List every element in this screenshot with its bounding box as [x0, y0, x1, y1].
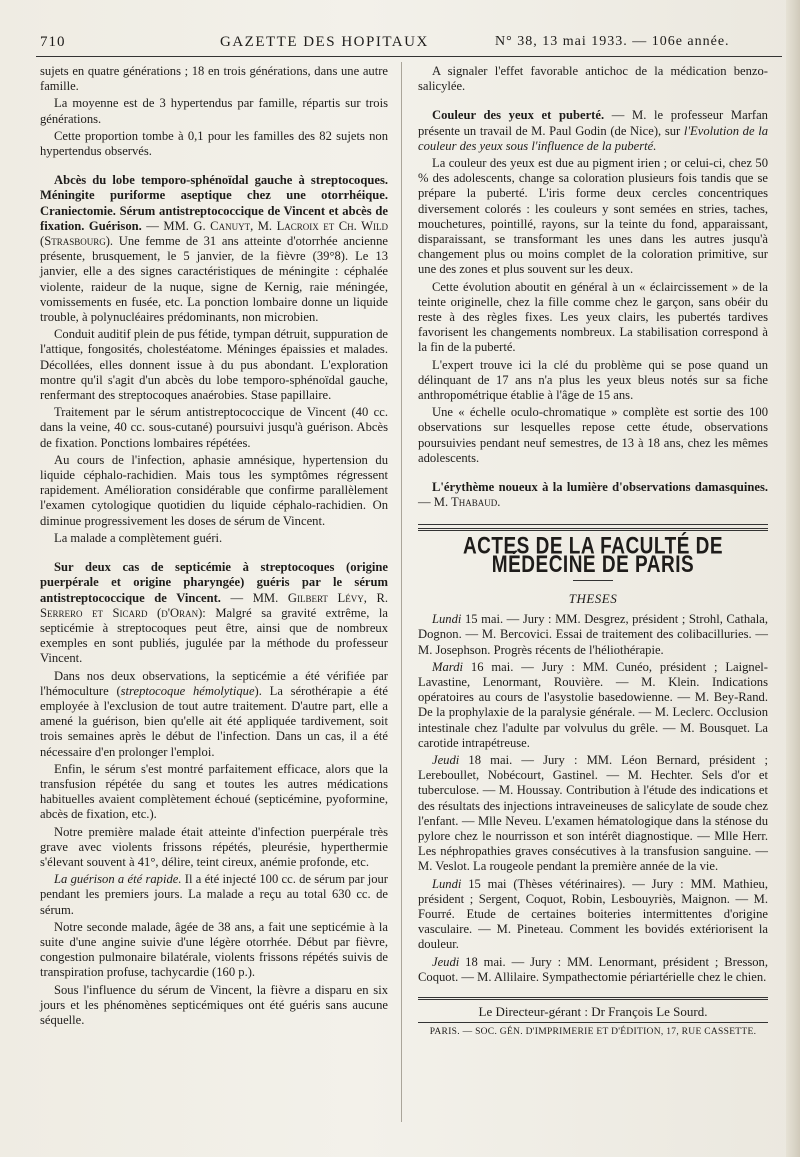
paragraph: Une « échelle oculo-chromatique » complète est sortie des 100 observations sur lesquelles repose cette étude, observations poursuivies pendant neuf semestres, de 13 à 18 ans, chez les mêmes adolescents. — [418, 405, 768, 465]
issue-info: N° 38, 13 mai 1933. — 106e année. — [495, 34, 730, 49]
page-edge-shadow — [786, 0, 800, 1157]
journal-title: GAZETTE DES HOPITAUX — [220, 34, 429, 50]
article-title: L'érythème noueux à la lumière d'observations damasquines. — [432, 480, 768, 495]
day-label: Jeudi — [432, 954, 460, 969]
article-authors: — M. le professeur Marfan présente un travail de M. Paul Godin (de Nice), sur — [418, 108, 768, 138]
entry-text: 15 mai (Thèses vétérinaires). — Jury : MM. Mathieu, président ; Sergent, Coquot, Robin, Lesbouyriès, Maignon. — M. Fourré. Etude de certaines boiteries intermittentes d'origine vasculaire. — M. Pineteau. Comment les bovidés extériorisent la douleur. — [418, 876, 768, 952]
article-title: Couleur des yeux et puberté. — [432, 108, 605, 123]
article-authors: — M. Thabaud. — [418, 495, 501, 510]
entry-text: 18 mai. — Jury : MM. Lenormant, président ; Bresson, Coquot. — M. Allilaire. Sympathectomie périartérielle chez le chien. — [418, 954, 768, 984]
article-erytheme — [418, 480, 768, 510]
footer-rule-thin — [418, 1022, 768, 1023]
paragraph: L'expert trouve ici la clé du problème qui se pose quand un délinquant de 17 ans n'a plus les yeux bleus notés sur sa fiche anthropométrique établie à l'âge de 15 ans. — [418, 357, 768, 403]
paragraph — [40, 872, 388, 918]
article-title: Sur deux cas de septicémie à streptocoques (origine puerpérale et origine pharyngée) guéris par le sérum antistreptococcique de Vincent. — [40, 560, 388, 605]
paragraph: Au cours de l'infection, aphasie amnésique, hypertension du liquide céphalo-rachidien. Mais tous les symptômes régressent rapidement. Amélioration considérable que confirme parallèlement l'examen cytologique quotidien du liquide céphalo-rachidien. On diminue progressivement les doses de sérum de Vincent. — [40, 452, 388, 528]
paragraph: Traitement par le sérum antistreptococcique de Vincent (40 cc. dans la veine, 40 cc. sous-cutané) poursuivi jusqu'à guérison. Abcès de fixation. Ponctions lombaires répétées. — [40, 405, 388, 450]
text-run: ). La sérothérapie a été employée à l'exclusion de tout autre traitement. D'autre part, elle a amené la guérison, bien qu'elle ait été appliquée tardivement, soit trois semaines après le début de l'infection. Dans un cas, il a été nécessaire d'en prolonger l'emploi. — [40, 683, 388, 759]
article-authors: — MM. Gilbert Lévy, R. Serrero et Sicard (d'Oran): — [40, 590, 388, 620]
paragraph: La moyenne est de 3 hypertendus par famille, répartis sur trois générations. — [40, 96, 388, 126]
page-header — [40, 34, 782, 58]
column-divider — [401, 62, 402, 1122]
paragraph: La malade a complètement guéri. — [54, 530, 223, 545]
right-column — [418, 64, 768, 1040]
entry-text: 18 mai. — Jury : MM. Léon Bernard, président ; Lereboullet, Nobécourt, Gastinel. — M. Hechter. Sels d'or et tuberculose. — M. Houssay. Contribution à l'étude des indications et des résultats des injections intraveineuses de salicylate de soude chez l'enfant. — Mlle Neveu. L'examen hématologique dans la sténose du pylore chez le nourrisson et son intérêt diagnostique. — Mlle Herr. Les néphropathies graves consécutives à la transfusion sanguine. — M. Veslot. La rougeole pendant la première année de la vie. — [418, 752, 768, 874]
paragraph: Enfin, le sérum s'est montré parfaitement efficace, alors que la transfusion répétée du sang et toutes les autres médications habituelles avaient complètement échoué (septicémine, pyoformine, abcès de fixation, etc.). — [40, 761, 388, 822]
director-signature: Le Directeur-gérant : Dr François Le Sourd. — [478, 1003, 708, 1019]
article-text: Malgré sa gravité extrême, la septicémie à streptocoques peut être, ainsi que de nombreux exemples en sont publiés, jugulée par la méthode du professeur Vincent. — [40, 605, 388, 666]
article-couleur-yeux — [418, 108, 768, 154]
paragraph: sujets en quatre générations ; 18 en trois générations, dans une autre famille. — [40, 64, 388, 94]
paragraph: Notre première malade était atteinte d'infection puerpérale très grave avec violents frissons répétés, pleurésie, hyperthermie s'élevant souvent à 41°, délire, teint cireux, anémie profonde, etc. — [40, 824, 388, 869]
paragraph: Notre seconde malade, âgée de 38 ans, a fait une septicémie à la suite d'une angine suivie d'une légère otorrhée. Début par fièvre, congestion pulmonaire bilatérale, violents frissons répétés suivis de transpiration profuse, tachycardie (160 p.). — [40, 919, 388, 980]
paragraph: Cette évolution aboutit en général à un « éclaircissement » de la teinte originelle, chez la fille comme chez le garçon, sans obéir du reste à des règles fixes. Les yeux clairs, les pubertés tardives favorisent les changements nombreux. La stabilisation correspond à la fin de la puberté. — [418, 279, 768, 355]
paragraph: Conduit auditif plein de pus fétide, tympan détruit, suppuration de l'attique, fongosités, cholestéatome. Méninges épaissies et malades. Décollées, elles donnent issue à du pus abondant. L'exploration montre qu'il s'agit d'un abcès du lobe temporo-sphénoïdal gauche, renfermant des streptocoques anaérobies. Stase papillaire. — [40, 327, 388, 403]
text-run: Il a été injecté 100 cc. de sérum par jour pendant les premiers jours. La malade a reçu au total 630 cc. de sérum. — [40, 872, 388, 917]
footer-rule — [418, 997, 768, 1000]
these-entry — [418, 612, 768, 658]
work-title: l'Evolution de la couleur des yeux sous l'influence de la puberté. — [418, 123, 768, 153]
article-septicemie — [40, 560, 388, 666]
these-entry — [418, 877, 768, 953]
paragraph: A signaler l'effet favorable antichoc de la médication benzo-salicylée. — [418, 64, 768, 94]
printer-line: PARIS. — SOC. GÉN. D'IMPRIMERIE ET D'ÉDITION, 17, RUE CASSETTE. — [429, 1027, 757, 1038]
article-authors: — MM. G. Canuyt, M. Lacroix et Ch. Wild (Strasbourg). — [40, 218, 388, 249]
entry-text: 16 mai. — Jury : MM. Cunéo, président ; Laignel-Lavastine, Lenormant, Rouvière. — M. Klein. Indications opératoires au cours de l'asystolie basedowienne. — M. Bey-Rand. De la prophylaxie de la paralysie générale. — M. Leclerc. Occlusion intestinale chez l'adulte par volvulus du grêle. — M. Bousquet. La carotide intrapétreuse. — [418, 659, 768, 750]
these-entry — [418, 753, 768, 875]
section-rule — [418, 524, 768, 525]
article-text: Une femme de 31 ans atteinte d'otorrhée ancienne présente, brusquement, le 5 janvier, de la fièvre (39°8). Le 13 janvier, elle a des signes caractéristiques de méningite : céphalée violente, raideur de la nuque, signe de Kernig, raie méningée, vomissements en fusée, etc. La ponction lombaire donne un liquide trouble, à polynucléaires prédominants, non microbien. — [40, 234, 388, 325]
text-run: Dans nos deux observations, la septicémie a été vérifiée par l'hémoculture ( — [40, 668, 388, 698]
paragraph: Sous l'influence du sérum de Vincent, la fièvre a disparu en six jours et les phénomènes septicémiques ont été guéris sans aucune séquelle. — [40, 982, 388, 1027]
section-rule-double — [418, 528, 768, 531]
day-label: Jeudi — [432, 752, 460, 767]
article-abces — [40, 173, 388, 325]
left-column — [40, 64, 388, 1030]
section-title: ACTES DE LA FACULTÉ DE MÉDECINE DE PARIS — [462, 533, 724, 580]
italic-run: La guérison a été rapide. — [54, 872, 182, 887]
theses-list — [418, 612, 768, 985]
these-entry — [418, 660, 768, 751]
paragraph — [40, 669, 388, 760]
paragraph: La couleur des yeux est due au pigment irien ; or celui-ci, chez 50 % des adolescents, change sa coloration plusieurs fois tandis que se prépare la puberté. L'iris forme deux cercles concentriques diversement colorés : les couleurs y sont semées en stries, taches, mouchetures, pointillé, rayons, sur la teinte du fond, apparaissant, disparaissant, se transformant les unes dans les autres jusqu'à changement plus ou moins complet de la coloration primitive, sur une des zones et plus souvent sur les deux. — [418, 156, 768, 277]
header-rule — [36, 56, 782, 57]
paragraph: Cette proportion tombe à 0,1 pour les familles des 82 sujets non hypertendus observés. — [40, 128, 388, 159]
entry-text: 15 mai. — Jury : MM. Desgrez, président ; Strohl, Cathala, Dognon. — M. Bercovici. Essai de traitement des colibacilluries. — M. Josephson. Progrès récents de l'héliothérapie. — [418, 612, 768, 657]
these-entry — [418, 955, 768, 985]
short-rule — [573, 580, 613, 581]
article-title: Abcès du lobe temporo-sphénoïdal gauche à streptocoques. Méningite puriforme aseptique chez une otorrhéique. Craniectomie. Sérum antistreptococcique de Vincent et abcès de fixation. Guérison. — [40, 173, 388, 233]
day-label: Lundi — [432, 612, 462, 627]
day-label: Lundi — [432, 876, 462, 891]
day-label: Mardi — [432, 659, 464, 674]
page-number: 710 — [40, 34, 66, 50]
italic-run: streptocoque hémolytique — [120, 683, 255, 698]
sub-title-theses: THESES — [568, 590, 618, 606]
